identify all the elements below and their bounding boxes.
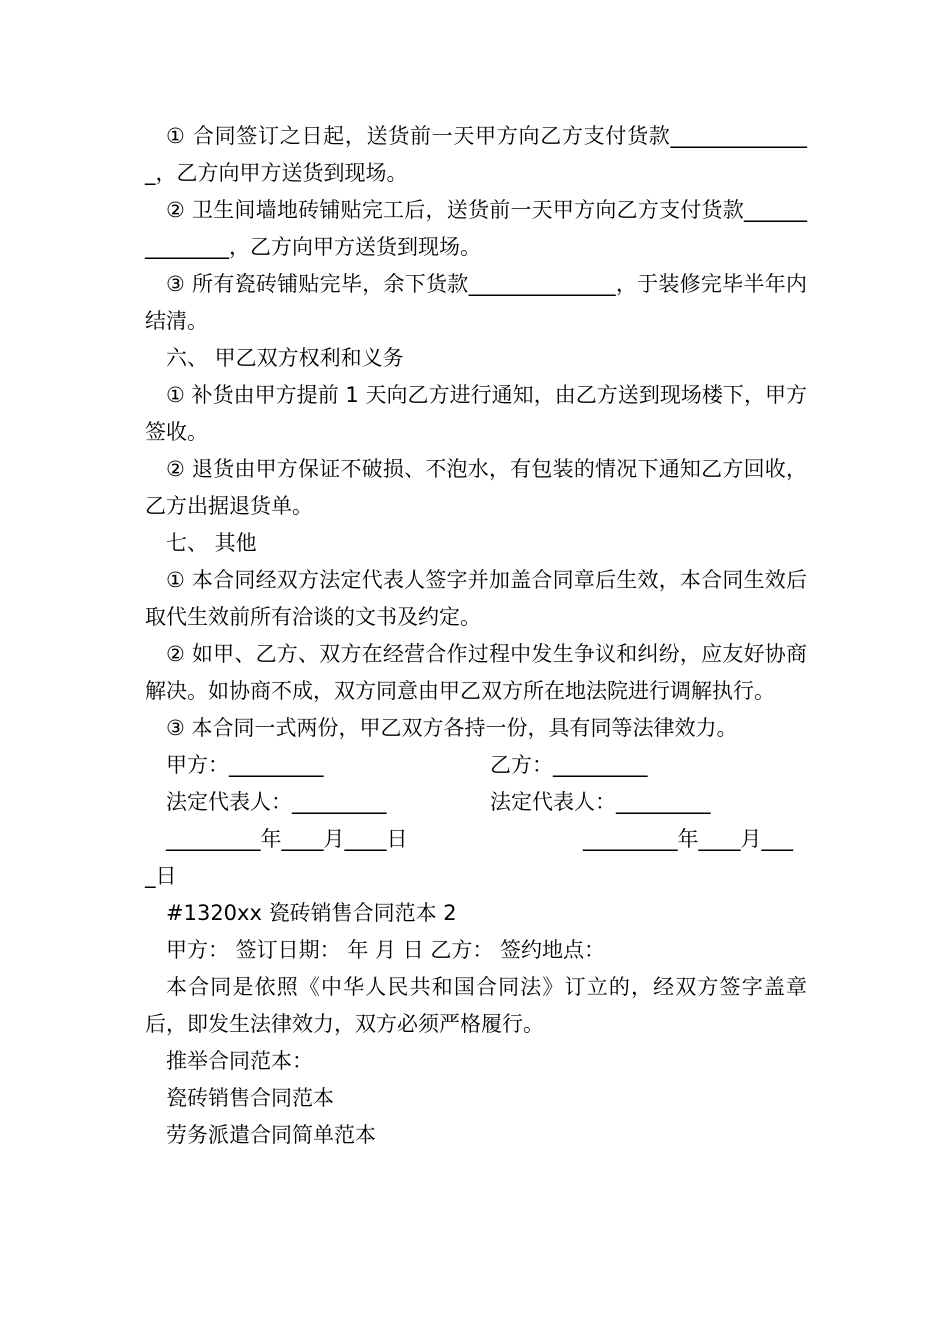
party-a-signature: 甲方：_________: [166, 753, 324, 777]
clause-effective: ① 本合同经双方法定代表人签字并加盖合同章后生效，本合同生效后取代生效前所有洽谈的文书及约定。: [145, 568, 807, 629]
party-b-signature: 乙方：_________: [490, 753, 648, 777]
contract-header-line: 甲方： 签订日期： 年 月 日 乙方： 签约地点：: [166, 938, 606, 962]
recommended-link-1: 瓷砖销售合同范本: [166, 1086, 334, 1110]
clause-copies: ③ 本合同一式两份，甲乙双方各持一份，具有同等法律效力。: [166, 716, 738, 740]
rep-a-signature: 法定代表人：_________: [166, 790, 387, 814]
clause-restock: ① 补货由甲方提前 1 天向乙方进行通知，由乙方送到现场楼下，甲方签收。: [145, 383, 807, 444]
signature-party-row: [145, 747, 807, 784]
clause-payment-3: ③ 所有瓷砖铺贴完毕，余下货款______________，于装修完毕半年内结清。: [145, 272, 807, 333]
date-b-tail: _日: [145, 864, 177, 888]
template-title-2: #1320xx 瓷砖销售合同范本 2: [166, 901, 457, 925]
date-b: _________年____月___: [583, 827, 793, 851]
section-heading-other: 七、 其他: [166, 531, 257, 555]
clause-dispute: ② 如甲、乙方、双方在经营合作过程中发生争议和纠纷，应友好协商解决。如协商不成，双方同意由甲乙双方所在地法院进行调解执行。: [145, 642, 807, 703]
signature-rep-row: [145, 784, 807, 821]
signature-date-row: [145, 821, 807, 858]
clause-return: ② 退货由甲方保证不破损、不泡水，有包装的情况下通知乙方回收，乙方出据退货单。: [145, 457, 807, 518]
section-heading-rights: 六、 甲乙双方权利和义务: [166, 346, 404, 370]
clause-payment-2: ② 卫生间墙地砖铺贴完工后，送货前一天甲方向乙方支付货款______________，乙方向甲方送货到现场。: [145, 198, 807, 259]
recommended-link-2: 劳务派遣合同简单范本: [166, 1123, 376, 1147]
contract-basis: 本合同是依照《中华人民共和国合同法》订立的，经双方签字盖章后，即发生法律效力，双方必须严格履行。: [145, 975, 807, 1036]
recommended-heading: 推举合同范本：: [166, 1049, 313, 1073]
date-a: _________年____月____日: [166, 827, 408, 851]
document-body: [145, 118, 807, 1154]
rep-b-signature: 法定代表人：_________: [490, 790, 711, 814]
clause-payment-1: ① 合同签订之日起，送货前一天甲方向乙方支付货款______________，乙方向甲方送货到现场。: [145, 124, 807, 185]
